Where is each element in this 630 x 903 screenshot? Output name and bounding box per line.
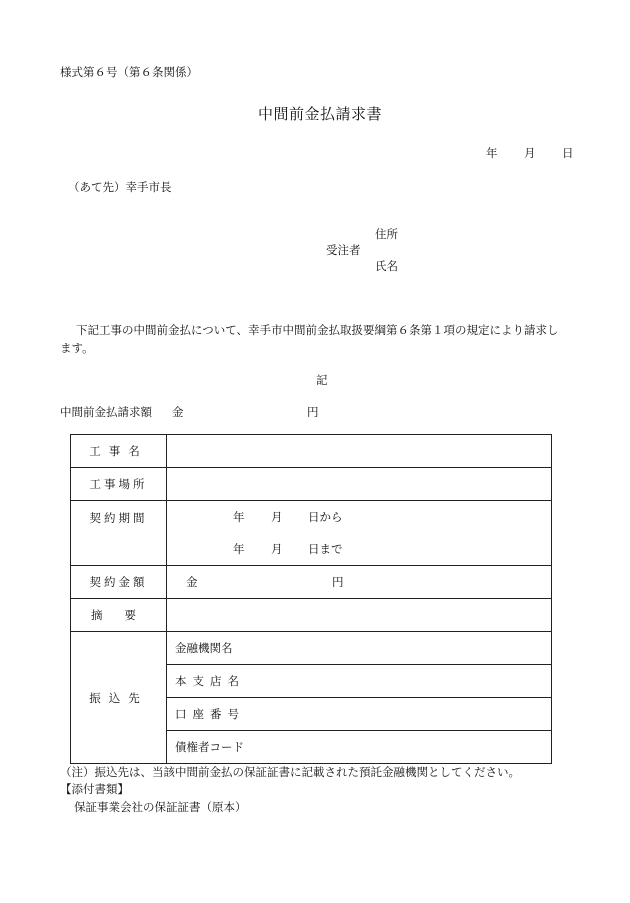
period-to bbox=[167, 533, 551, 565]
addressee: （あて先）幸手市長 bbox=[68, 180, 172, 194]
period-from-day: 日から bbox=[308, 510, 343, 524]
period-to-year: 年 bbox=[233, 542, 245, 556]
construction-name-value[interactable] bbox=[167, 435, 552, 468]
table-row bbox=[71, 501, 552, 566]
summary-label: 摘要 bbox=[71, 599, 167, 632]
address-label: 住所 bbox=[375, 227, 398, 241]
table-row bbox=[71, 599, 552, 632]
construction-details-table bbox=[70, 434, 552, 764]
date-year: 年 bbox=[486, 146, 498, 160]
contractor-role-label: 受注者 bbox=[326, 243, 361, 257]
period-from bbox=[167, 501, 551, 533]
attachments-heading: 【添付書類】 bbox=[60, 782, 129, 796]
table-row bbox=[71, 435, 552, 468]
document-title: 中間前金払請求書 bbox=[258, 105, 383, 123]
period-to-day: 日まで bbox=[308, 542, 343, 556]
contract-amount-label: 契約金額 bbox=[71, 566, 167, 599]
table-row bbox=[71, 632, 552, 665]
form-number: 様式第６号（第６条関係） bbox=[60, 65, 198, 79]
construction-site-label: 工事場所 bbox=[71, 468, 167, 501]
contract-period-label: 契約期間 bbox=[71, 501, 167, 566]
construction-site-value[interactable] bbox=[167, 468, 552, 501]
construction-name-label: 工事名 bbox=[71, 435, 167, 468]
name-label: 氏名 bbox=[375, 259, 398, 273]
body-text-line2: ます。 bbox=[60, 341, 94, 355]
attachment-item: 保証事業会社の保証証書（原本） bbox=[74, 800, 247, 814]
account-number-label[interactable]: 口座番号 bbox=[167, 698, 552, 731]
period-from-year: 年 bbox=[233, 510, 245, 524]
date-month: 月 bbox=[524, 146, 536, 160]
table-row bbox=[71, 468, 552, 501]
table-row bbox=[71, 566, 552, 599]
bank-name-label[interactable]: 金融機関名 bbox=[167, 632, 552, 665]
ki-heading: 記 bbox=[316, 373, 328, 387]
claim-yen: 円 bbox=[307, 405, 319, 419]
creditor-code-label[interactable]: 債権者コード bbox=[167, 731, 552, 764]
branch-label[interactable]: 本支店名 bbox=[167, 665, 552, 698]
period-to-month: 月 bbox=[271, 542, 283, 556]
contract-amount-kin: 金 bbox=[186, 575, 198, 589]
summary-value[interactable] bbox=[167, 599, 552, 632]
transfer-to-label: 振込先 bbox=[71, 632, 167, 764]
transfer-note: （注）振込先は、当該中間前金払の保証証書に記載された預託金融機関としてください。 bbox=[60, 765, 520, 779]
claim-label: 中間前金払請求額 bbox=[60, 405, 152, 419]
date-day: 日 bbox=[562, 146, 574, 160]
period-from-month: 月 bbox=[271, 510, 283, 524]
contract-amount-value[interactable] bbox=[167, 566, 552, 599]
body-text-line1: 下記工事の中間前金払について、幸手市中間前金払取扱要綱第６条第１項の規定により請求し bbox=[76, 323, 559, 337]
claim-kin: 金 bbox=[172, 405, 184, 419]
contract-period-value[interactable] bbox=[167, 501, 552, 566]
contract-amount-yen: 円 bbox=[332, 575, 344, 589]
